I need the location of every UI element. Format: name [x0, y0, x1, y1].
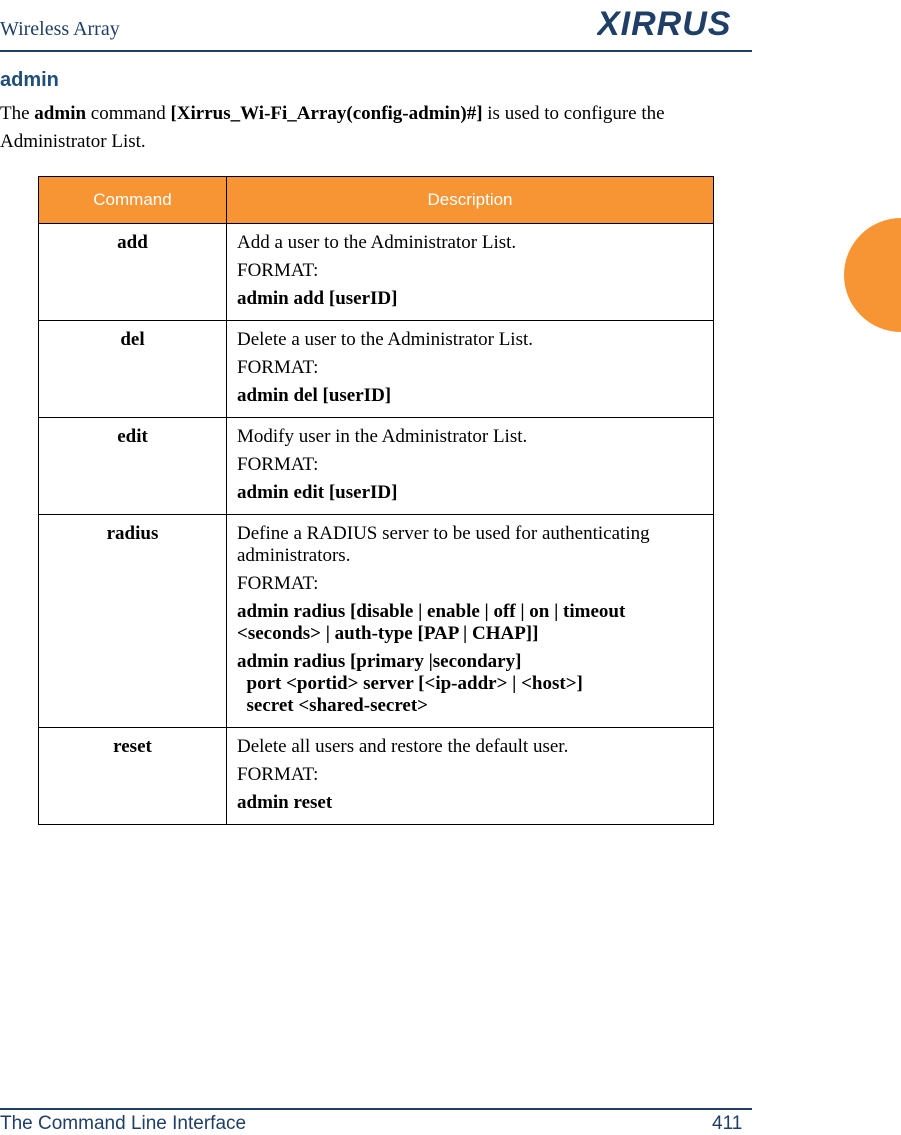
header-rule [0, 50, 752, 52]
format-label: FORMAT: [237, 260, 319, 281]
table-row [39, 515, 714, 728]
format-label: FORMAT: [237, 764, 319, 785]
intro-prompt: [Xirrus_Wi-Fi_Array(config-admin)#] [170, 103, 483, 124]
description-text: Modify user in the Administrator List. [237, 426, 528, 447]
command-cell: add [39, 224, 227, 321]
intro-command-name: admin [34, 103, 87, 124]
running-header: Wireless Array [0, 18, 120, 40]
format-label: FORMAT: [237, 454, 319, 475]
format-syntax: admin radius [primary |secondary] port <portid> server [<ip-addr> | <host>] secret <shared-secret> [237, 651, 583, 716]
xirrus-logo [597, 6, 747, 40]
table-row [39, 224, 714, 321]
format-syntax: admin edit [userID] [237, 482, 398, 503]
logo-text: XIRRUS [597, 6, 732, 40]
table-row [39, 728, 714, 825]
table-row [39, 321, 714, 418]
description-cell [227, 224, 714, 321]
command-cell: reset [39, 728, 227, 825]
description-text: Define a RADIUS server to be used for authenticating administrators. [237, 523, 650, 566]
description-text: Delete a user to the Administrator List. [237, 329, 534, 350]
command-cell: edit [39, 418, 227, 515]
table-header-row [39, 177, 714, 224]
footer-rule [0, 1108, 752, 1110]
section-heading: admin [0, 69, 59, 91]
format-syntax: admin del [userID] [237, 385, 392, 406]
description-cell [227, 728, 714, 825]
command-cell: del [39, 321, 227, 418]
footer-chapter-title: The Command Line Interface [0, 1113, 247, 1134]
page-number: 411 [712, 1113, 743, 1134]
format-label: FORMAT: [237, 357, 319, 378]
description-cell [227, 515, 714, 728]
command-table [38, 176, 714, 825]
description-cell [227, 418, 714, 515]
header-command: Command [39, 177, 227, 224]
description-cell [227, 321, 714, 418]
description-text: Delete all users and restore the default user. [237, 736, 569, 757]
format-label: FORMAT: [237, 573, 319, 594]
chapter-tab-marker [844, 218, 901, 332]
table-row [39, 418, 714, 515]
description-text: Add a user to the Administrator List. [237, 232, 517, 253]
format-syntax: admin reset [237, 792, 333, 813]
command-cell: radius [39, 515, 227, 728]
header-description: Description [227, 177, 714, 224]
format-syntax: admin add [userID] [237, 288, 398, 309]
intro-paragraph: The admin command [Xirrus_Wi-Fi_Array(config-admin)#] is used to configure the Administrator List. [0, 103, 665, 152]
format-syntax: admin radius [disable | enable | off | on | timeout <seconds> | auth-type [PAP | CHAP]] [237, 601, 631, 644]
